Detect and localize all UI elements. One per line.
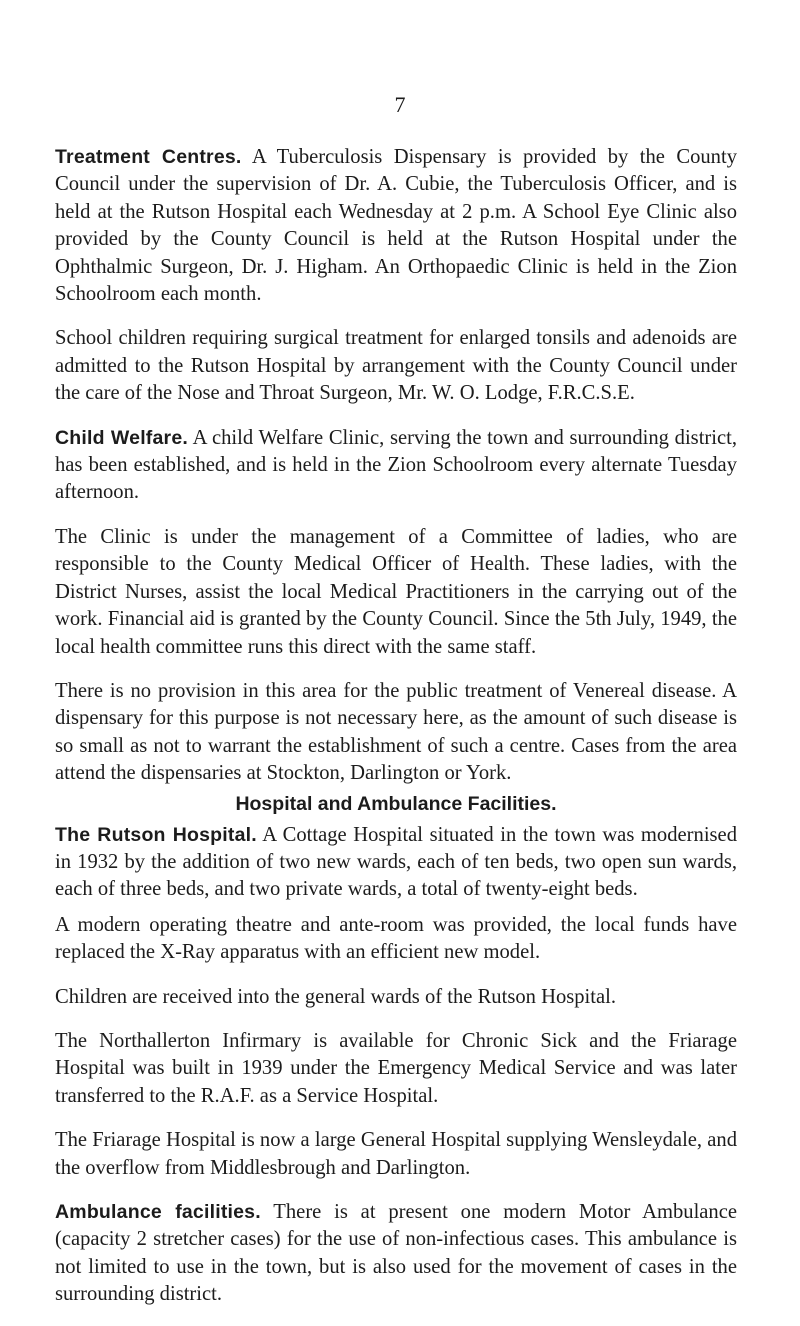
- paragraph-rutson-hospital: [55, 822, 737, 904]
- paragraph-friarage-hospital: [55, 1127, 737, 1182]
- paragraph-treatment-centres: [55, 144, 737, 308]
- paragraph-text: There is no provision in this area for the public treatment of Venereal disease. A dispensary for this purpose is not necessary here, as the amount of such disease is so small as not to warrant the establishment of such a centre. Cases from the area attend the dispensaries at Stockton, Darlington or York.: [55, 679, 737, 785]
- section-heading: Hospital and Ambulance Facilities.: [235, 792, 557, 815]
- paragraph-venereal-disease: [55, 678, 737, 788]
- paragraph-text: A modern operating theatre and ante-room was provided, the local funds have replaced the X-Ray apparatus with an efficient new model.: [55, 913, 737, 964]
- paragraph-text: School children requiring surgical treatment for enlarged tonsils and adenoids are admitted to the Rutson Hospital by arrangement with the County Council under the care of the Nose and Throat Surgeon, Mr. W. O. Lodge, F.R.C.S.E.: [55, 327, 737, 405]
- paragraph-text: A Tuberculosis Dispensary is provided by the County Council under the supervision of Dr. A. Cubie, the Tuberculosis Officer, and is held at the Rutson Hospital each Wednesday at 2 p.m. A School Eye Clinic also provided by the County Council is held at the Rutson Hospital under the Ophthalmic Surgeon, Dr. J. Higham. An Orthopaedic Clinic is held in the Zion Schoolroom each month.: [55, 146, 737, 306]
- page-number: 7: [394, 92, 406, 117]
- run-in-heading: Treatment Centres.: [55, 146, 242, 168]
- paragraph-text: The Clinic is under the management of a Committee of ladies, who are responsible to the County Medical Officer of Health. These ladies, with the District Nurses, assist the local Medical Practitioners in the carrying out of the work. Financial aid is granted by the County Council. Since the 5th July, 1949, the local health committee runs this direct with the same staff.: [55, 525, 737, 658]
- paragraph-text: Children are received into the general wards of the Rutson Hospital.: [55, 985, 617, 1008]
- run-in-heading: Child Welfare.: [55, 426, 189, 449]
- run-in-heading: The Rutson Hospital.: [55, 823, 257, 846]
- paragraph-clinic-management: [55, 524, 737, 661]
- paragraph-children-wards: [55, 984, 737, 1011]
- paragraph-ambulance-facilities: [55, 1199, 737, 1309]
- paragraph-text: The Northallerton Infirmary is available for Chronic Sick and the Friarage Hospital was built in 1939 under the Emergency Medical Service and was later transferred to the R.A.F. as a Service Hospital.: [55, 1029, 737, 1107]
- paragraph-northallerton-infirmary: [55, 1028, 737, 1110]
- paragraph-text: A Cottage Hospital situated in the town was modernised in 1932 by the addition of two new wards, each of ten beds, two open sun wards, each of three beds, and two private wards, a total of twenty-eight beds.: [55, 823, 737, 901]
- paragraph-child-welfare: [55, 425, 737, 507]
- document-body: [55, 144, 737, 1326]
- paragraph-text: There is at present one modern Motor Ambulance (capacity 2 stretcher cases) for the use of non-infectious cases. This ambulance is not limited to use in the town, but is also used for the movement of cases in the surrounding district.: [55, 1201, 738, 1306]
- run-in-heading: Ambulance facilities.: [55, 1201, 261, 1223]
- paragraph-tonsils-adenoids: [55, 325, 737, 407]
- paragraph-text: The Friarage Hospital is now a large General Hospital supplying Wensleydale, and the overflow from Middlesbrough and Darlington.: [55, 1129, 737, 1179]
- paragraph-text: A child Welfare Clinic, serving the town and surrounding district, has been established, and is held in the Zion Schoolroom every alternate Tuesday afternoon.: [55, 426, 738, 504]
- paragraph-operating-theatre: [55, 912, 737, 967]
